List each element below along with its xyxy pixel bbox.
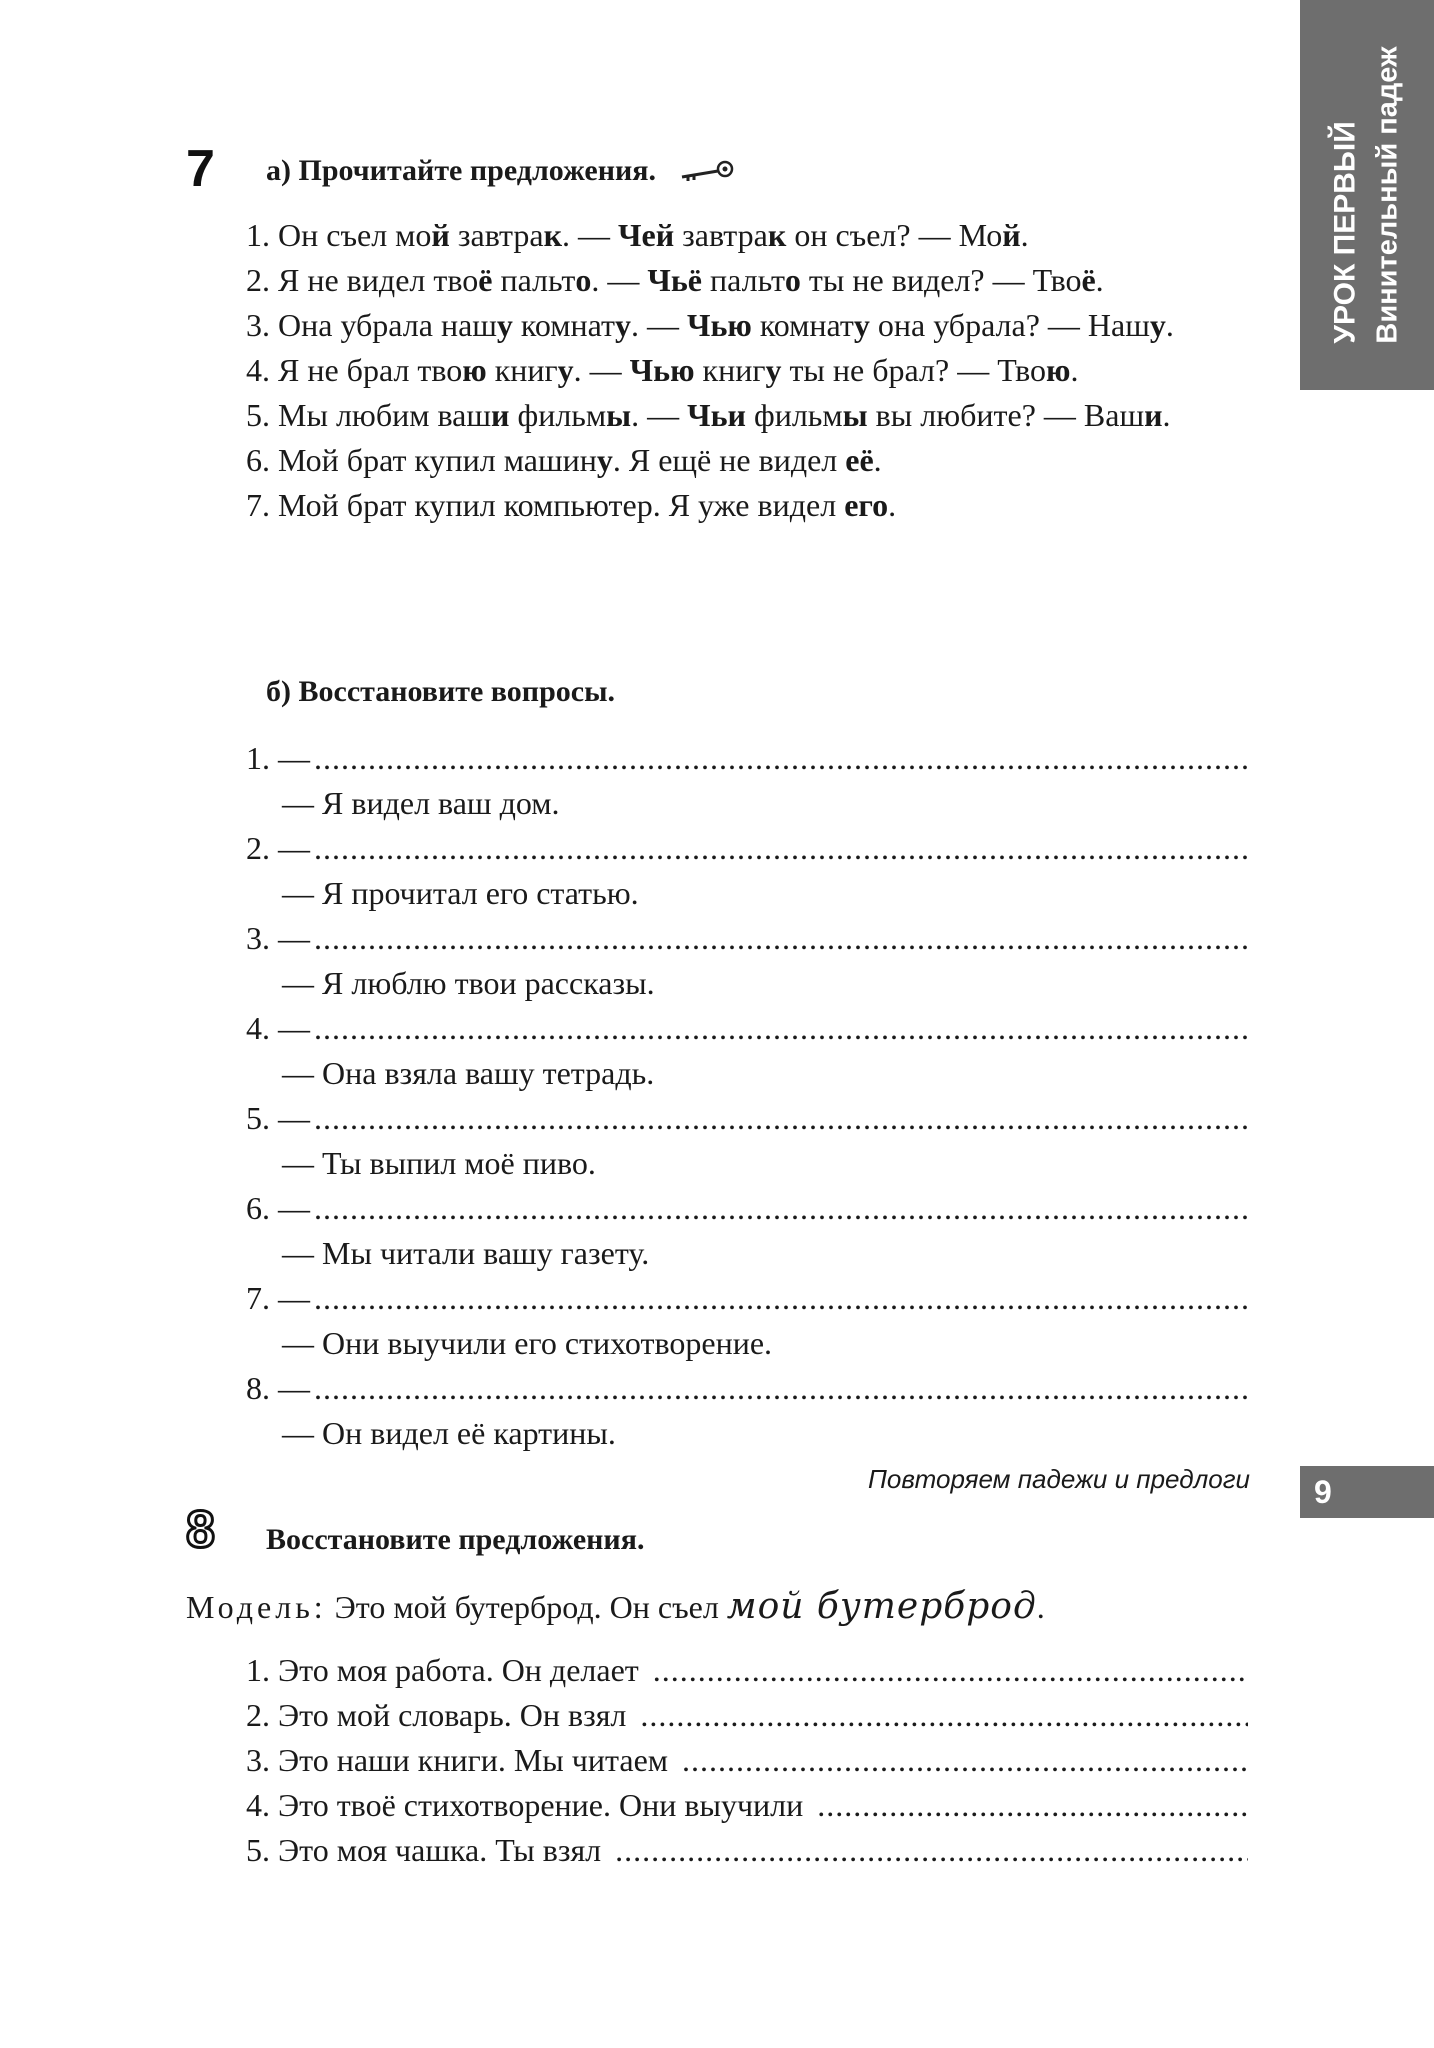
sentence-fragment: ю	[462, 352, 487, 388]
sentence-fragment: он съел? — Мо	[786, 217, 1003, 253]
sentence-fragment: .	[888, 487, 897, 523]
answer-blank[interactable]	[640, 1693, 1248, 1738]
answer-blank[interactable]	[314, 1186, 1248, 1231]
sentence-5	[188, 393, 1248, 438]
sentence-fragment: й	[431, 217, 450, 253]
exercise-7b-title: б) Восстановите вопросы.	[266, 675, 616, 708]
sentence-number: 7.	[246, 487, 270, 523]
sentence-fragment: комнат	[512, 307, 615, 343]
question-number: 4. —	[246, 1010, 310, 1046]
exercise-8-model	[186, 1584, 1246, 1630]
sentence-fragment: .	[873, 442, 882, 478]
sentence-fragment: Я не брал тво	[278, 352, 463, 388]
sentence-fragment: о	[575, 262, 592, 298]
sentence-fragment: вы любите? — Ваш	[867, 397, 1145, 433]
answer-blank[interactable]	[314, 826, 1248, 871]
sentence-fragment: Он съел мо	[278, 217, 432, 253]
sentence-fragment: й	[1002, 217, 1021, 253]
sentence-3	[188, 303, 1248, 348]
sentence-fragment: ты не брал? — Тво	[781, 352, 1047, 388]
exercise-8-item-4	[188, 1783, 1248, 1828]
exercise-8-item-1	[188, 1648, 1248, 1693]
exercise-8-item-5	[188, 1828, 1248, 1873]
question-line-8	[188, 1366, 1248, 1411]
sentence-fragment: . —	[573, 352, 630, 388]
sentence-fragment: фильм	[509, 397, 607, 433]
sentence-fragment: Мы любим ваш	[278, 397, 492, 433]
sentence-fragment: у	[1149, 307, 1166, 343]
exercise-7b-questions	[188, 736, 1248, 1456]
exercise-7-number: 7	[186, 140, 215, 198]
sentence-fragment: у	[853, 307, 870, 343]
sentence-7	[188, 483, 1248, 528]
chapter-title: УРОК ПЕРВЫЙ	[1329, 121, 1363, 344]
question-number: 5. —	[246, 1100, 310, 1136]
item-text: 3. Это наши книги. Мы читаем	[246, 1742, 669, 1778]
sentence-number: 6.	[246, 442, 270, 478]
sentence-fragment: и	[1144, 397, 1163, 433]
sentence-fragment: Мой брат купил машин	[278, 442, 597, 478]
item-text: 2. Это мой словарь. Он взял	[246, 1697, 627, 1733]
sentence-fragment: к	[543, 217, 563, 253]
question-line-7	[188, 1276, 1248, 1321]
page-number: 9	[1300, 1466, 1434, 1518]
sentence-4	[188, 348, 1248, 393]
sentence-fragment: его	[844, 487, 889, 523]
sentence-fragment: .	[1095, 262, 1104, 298]
given-answer-2: — Я прочитал его статью.	[282, 875, 639, 911]
key-icon	[678, 155, 736, 191]
given-answer-1: — Я видел ваш дом.	[282, 785, 560, 821]
sentence-fragment: ё	[478, 262, 493, 298]
sentence-fragment: Чей	[618, 217, 675, 253]
sentence-fragment: завтра	[449, 217, 544, 253]
answer-blank[interactable]	[314, 916, 1248, 961]
sentence-fragment: Я не видел тво	[278, 262, 479, 298]
answer-blank[interactable]	[817, 1783, 1248, 1828]
sentence-fragment: . —	[591, 262, 648, 298]
sentence-fragment: ё	[1081, 262, 1096, 298]
given-answer-5: — Ты выпил моё пиво.	[282, 1145, 596, 1181]
sentence-fragment: ты не видел? — Тво	[800, 262, 1082, 298]
model-handwritten-answer: мой бутерброд	[726, 1586, 1037, 1627]
question-number: 3. —	[246, 920, 310, 956]
question-line-2	[188, 826, 1248, 871]
sentence-2	[188, 258, 1248, 303]
sentence-fragment: пальт	[701, 262, 785, 298]
answer-blank[interactable]	[682, 1738, 1248, 1783]
given-answer-4: — Она взяла вашу тетрадь.	[282, 1055, 655, 1091]
sentence-fragment: . —	[630, 307, 687, 343]
sentence-fragment: она убрала? — Наш	[869, 307, 1150, 343]
question-line-6	[188, 1186, 1248, 1231]
sentence-number: 4.	[246, 352, 270, 388]
sentence-fragment: Чьё	[647, 262, 702, 298]
sentence-fragment: у	[496, 307, 513, 343]
answer-blank[interactable]	[314, 736, 1248, 781]
sentence-fragment: . —	[631, 397, 688, 433]
chapter-subtitle: Винительный падеж	[1372, 46, 1405, 344]
exercise-7a-sentences	[188, 213, 1248, 528]
sentence-fragment: ю	[1046, 352, 1071, 388]
given-answer-3: — Я люблю твои рассказы.	[282, 965, 655, 1001]
sentence-number: 2.	[246, 262, 270, 298]
sentence-fragment: к	[767, 217, 787, 253]
item-text: 1. Это моя работа. Он делает	[246, 1652, 639, 1688]
exercise-7a-title-text: а) Прочитайте предложения.	[266, 154, 656, 187]
item-text: 5. Это моя чашка. Ты взял	[246, 1832, 602, 1868]
answer-blank[interactable]	[314, 1006, 1248, 1051]
given-answer-7: — Они выучили его стихотворение.	[282, 1325, 773, 1361]
sentence-fragment: ы	[842, 397, 868, 433]
sentence-fragment: Мой брат купил компьютер. Я уже видел	[278, 487, 845, 523]
sentence-number: 3.	[246, 307, 270, 343]
question-number: 6. —	[246, 1190, 310, 1226]
question-number: 1. —	[246, 740, 310, 776]
question-line-4	[188, 1006, 1248, 1051]
exercise-7a-title	[266, 153, 736, 191]
sentence-fragment: Чью	[686, 307, 752, 343]
sentence-fragment: . —	[562, 217, 619, 253]
question-number: 8. —	[246, 1370, 310, 1406]
sentence-fragment: .	[1165, 307, 1174, 343]
question-number: 7. —	[246, 1280, 310, 1316]
answer-blank[interactable]	[314, 1096, 1248, 1141]
sentence-fragment: пальт	[492, 262, 576, 298]
sentence-fragment: у	[765, 352, 782, 388]
answer-blank[interactable]	[615, 1828, 1248, 1873]
question-line-1	[188, 736, 1248, 781]
exercise-8-number: 8	[186, 1501, 215, 1559]
sentence-fragment: Чью	[629, 352, 695, 388]
sentence-number: 1.	[246, 217, 270, 253]
question-line-5	[188, 1096, 1248, 1141]
sentence-fragment: книг	[694, 352, 766, 388]
sentence-fragment: фильм	[745, 397, 843, 433]
sentence-fragment: у	[614, 307, 631, 343]
given-answer-6: — Мы читали вашу газету.	[282, 1235, 650, 1271]
sentence-fragment: завтра	[674, 217, 768, 253]
sentence-fragment: ы	[606, 397, 632, 433]
sentence-fragment: комнат	[751, 307, 854, 343]
chapter-side-tab	[1300, 0, 1434, 390]
answer-blank[interactable]	[653, 1648, 1248, 1693]
exercise-8-items	[188, 1648, 1248, 1873]
answer-blank[interactable]	[314, 1276, 1248, 1321]
model-label: Модель:	[186, 1589, 327, 1625]
question-number: 2. —	[246, 830, 310, 866]
sentence-fragment: у	[596, 442, 613, 478]
sentence-fragment: Она убрала наш	[278, 307, 497, 343]
model-end: .	[1036, 1589, 1045, 1625]
answer-blank[interactable]	[314, 1366, 1248, 1411]
sentence-number: 5.	[246, 397, 270, 433]
given-answer-8: — Он видел её картины.	[282, 1415, 616, 1451]
sentence-fragment: .	[1020, 217, 1029, 253]
item-text: 4. Это твоё стихотворение. Они выучили	[246, 1787, 804, 1823]
sentence-fragment: и	[491, 397, 510, 433]
sentence-fragment: её	[845, 442, 874, 478]
sentence-fragment: у	[557, 352, 574, 388]
sentence-6	[188, 438, 1248, 483]
exercise-8-item-3	[188, 1738, 1248, 1783]
exercise-8-item-2	[188, 1693, 1248, 1738]
sentence-fragment: .	[1070, 352, 1079, 388]
sentence-fragment: книг	[486, 352, 558, 388]
sentence-1	[188, 213, 1248, 258]
sentence-fragment: о	[784, 262, 801, 298]
sentence-fragment: .	[1162, 397, 1171, 433]
sentence-fragment: Чьи	[687, 397, 746, 433]
question-line-3	[188, 916, 1248, 961]
footer-title: Повторяем падежи и предлоги	[868, 1464, 1250, 1494]
exercise-8-title: Восстановите предложения.	[266, 1523, 645, 1556]
model-text: Это мой бутерброд. Он съел	[334, 1589, 719, 1625]
sentence-fragment: . Я ещё не видел	[612, 442, 846, 478]
